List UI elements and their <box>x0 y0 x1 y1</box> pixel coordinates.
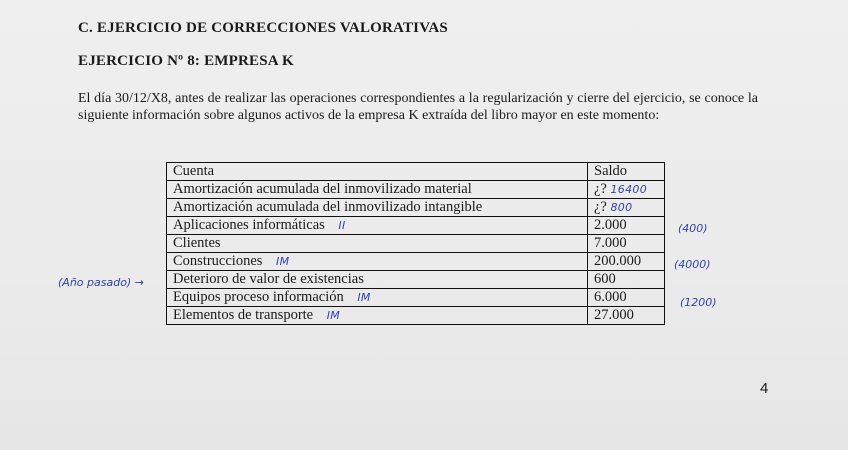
table-row <box>167 271 665 289</box>
handwritten-saldo-note: 16400 <box>610 183 647 196</box>
cell-cuenta <box>167 235 588 253</box>
ledger-table <box>166 162 665 325</box>
cell-saldo <box>588 289 665 307</box>
cuenta-label: Amortización acumulada del inmovilizado material <box>173 181 472 197</box>
saldo-value: 600 <box>594 271 616 287</box>
cell-saldo <box>588 271 665 289</box>
section-title: C. EJERCICIO DE CORRECCIONES VALORATIVAS <box>78 20 448 36</box>
cuenta-label: Deterioro de valor de existencias <box>173 271 364 287</box>
cell-saldo <box>588 253 665 271</box>
handwritten-saldo-note: 800 <box>610 201 633 214</box>
exercise-title: EJERCICIO Nº 8: EMPRESA K <box>78 53 294 69</box>
table-row <box>167 289 665 307</box>
header-saldo: Saldo <box>588 163 665 181</box>
cuenta-label: Amortización acumulada del inmovilizado intangible <box>173 199 483 215</box>
saldo-value: 27.000 <box>594 307 634 323</box>
margin-note-aplicaciones: (400) <box>678 222 708 235</box>
table-row <box>167 199 665 217</box>
page-number: 4 <box>760 380 769 397</box>
saldo-value: 7.000 <box>594 235 627 251</box>
cuenta-label: Construcciones <box>173 253 263 269</box>
cell-saldo <box>588 235 665 253</box>
cell-saldo <box>588 217 665 235</box>
saldo-value: 6.000 <box>594 289 627 305</box>
margin-note-equipos: (1200) <box>680 296 717 309</box>
exercise-statement: El día 30/12/X8, antes de realizar las operaciones correspondientes a la regularización y cierre del ejercicio, se conoce la siguiente información sobre algunos activos de la empresa K extraída del libro mayor en este momento: <box>78 91 758 123</box>
cell-cuenta <box>167 307 588 325</box>
handwritten-annotation: IM <box>326 309 341 322</box>
handwritten-annotation: IM <box>357 291 371 304</box>
handwritten-annotation: II <box>338 219 346 232</box>
table-row <box>167 181 665 199</box>
cuenta-label: Elementos de transporte <box>173 307 314 323</box>
margin-note-ano-pasado: (Año pasado) → <box>58 276 144 289</box>
saldo-value: ¿? <box>594 199 607 215</box>
cell-saldo <box>588 181 665 199</box>
table-header-row <box>167 163 665 181</box>
cell-saldo <box>588 199 665 217</box>
cell-cuenta <box>167 199 588 217</box>
saldo-value: 2.000 <box>594 217 627 233</box>
cuenta-label: Clientes <box>173 235 221 251</box>
table-row <box>167 235 665 253</box>
cell-saldo <box>588 307 665 325</box>
margin-note-construcciones: (4000) <box>674 258 711 271</box>
header-cuenta: Cuenta <box>167 163 588 181</box>
table-row <box>167 307 665 325</box>
cuenta-label: Equipos proceso información <box>173 289 344 305</box>
cell-cuenta <box>167 289 588 307</box>
cell-cuenta <box>167 181 588 199</box>
table-row <box>167 253 665 271</box>
cell-cuenta <box>167 271 588 289</box>
saldo-value: ¿? <box>594 181 607 197</box>
cuenta-label: Aplicaciones informáticas <box>173 217 325 233</box>
cell-cuenta <box>167 217 588 235</box>
cell-cuenta <box>167 253 588 271</box>
handwritten-annotation: IM <box>276 255 290 268</box>
table-row <box>167 217 665 235</box>
saldo-value: 200.000 <box>594 253 642 269</box>
